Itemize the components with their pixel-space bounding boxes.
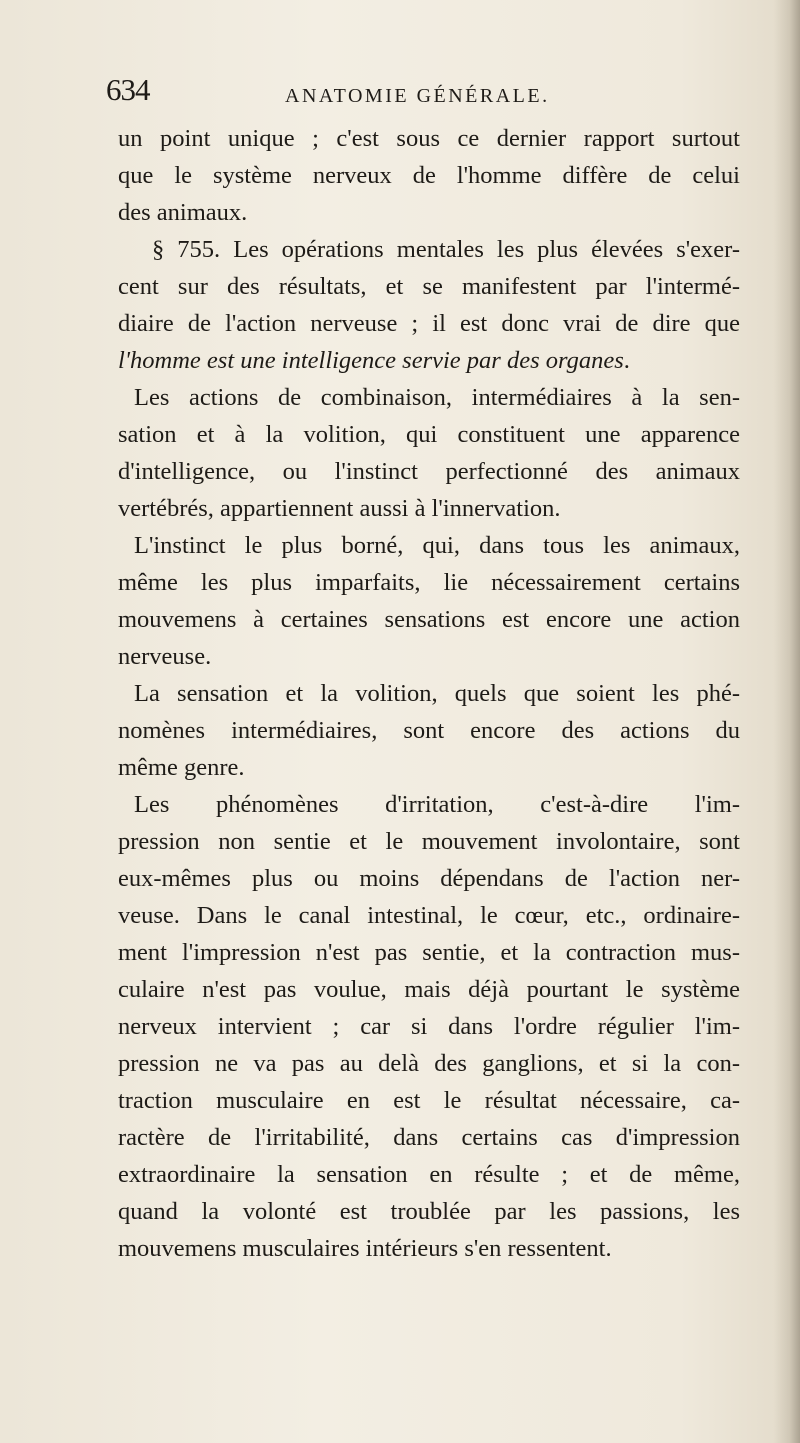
italic-line <box>118 342 740 379</box>
text-line: quand la volonté est troublée par les passions, les <box>118 1198 740 1225</box>
text-line: un point unique ; c'est sous ce dernier rapport surtout <box>118 125 740 152</box>
page-edge-shadow <box>774 0 800 1443</box>
italic-tail: . <box>623 347 630 374</box>
text-line: même les plus imparfaits, lie nécessairement certains <box>118 569 740 596</box>
text-line: vertébrés, appartiennent aussi à l'innervation. <box>118 495 561 522</box>
text-line: même genre. <box>118 754 245 781</box>
text-line: d'intelligence, ou l'instinct perfectionné des animaux <box>118 458 740 485</box>
text-line: sation et à la volition, qui constituent une apparence <box>118 421 740 448</box>
text-line: veuse. Dans le canal intestinal, le cœur, etc., ordinaire- <box>118 902 740 929</box>
text-line: eux-mêmes plus ou moins dépendans de l'action ner- <box>118 865 740 892</box>
text-line: pression non sentie et le mouvement involontaire, sont <box>118 828 740 855</box>
text-line: Les actions de combinaison, intermédiaires à la sen- <box>134 384 740 411</box>
paragraph-755-start: § 755. Les opérations mentales les plus élevées s'exer- <box>152 236 740 263</box>
italic-phrase: l'homme est une intelligence servie par des organes <box>118 347 624 374</box>
text-line: La sensation et la volition, quels que soient les phé- <box>134 680 740 707</box>
text-line: que le système nerveux de l'homme diffère de celui <box>118 162 740 189</box>
text-line: extraordinaire la sensation en résulte ; et de même, <box>118 1161 740 1188</box>
text-line: culaire n'est pas voulue, mais déjà pourtant le système <box>118 976 740 1003</box>
text-line: diaire de l'action nerveuse ; il est donc vrai de dire que <box>118 310 740 337</box>
page-number: 634 <box>106 72 150 107</box>
text-line: L'instinct le plus borné, qui, dans tous les animaux, <box>134 532 740 559</box>
page-header <box>106 72 726 112</box>
text-line: pression ne va pas au delà des ganglions, et si la con- <box>118 1050 740 1077</box>
text-line: cent sur des résultats, et se manifestent par l'intermé- <box>118 273 740 300</box>
body-text <box>118 120 740 1267</box>
running-title: ANATOMIE GÉNÉRALE. <box>285 85 550 107</box>
text-line: des animaux. <box>118 199 248 226</box>
text-line: mouvemens à certaines sensations est encore une action <box>118 606 740 633</box>
text-line: Les phénomènes d'irritation, c'est-à-dire l'im- <box>134 791 740 818</box>
text-line: traction musculaire en est le résultat nécessaire, ca- <box>118 1087 740 1114</box>
text-line: ment l'impression n'est pas sentie, et la contraction mus- <box>118 939 740 966</box>
text-line: nomènes intermédiaires, sont encore des actions du <box>118 717 740 744</box>
text-line: nerveux intervient ; car si dans l'ordre régulier l'im- <box>118 1013 740 1040</box>
text-line: ractère de l'irritabilité, dans certains cas d'impression <box>118 1124 740 1151</box>
text-line: nerveuse. <box>118 643 212 670</box>
text-line: mouvemens musculaires intérieurs s'en ressentent. <box>118 1235 612 1262</box>
